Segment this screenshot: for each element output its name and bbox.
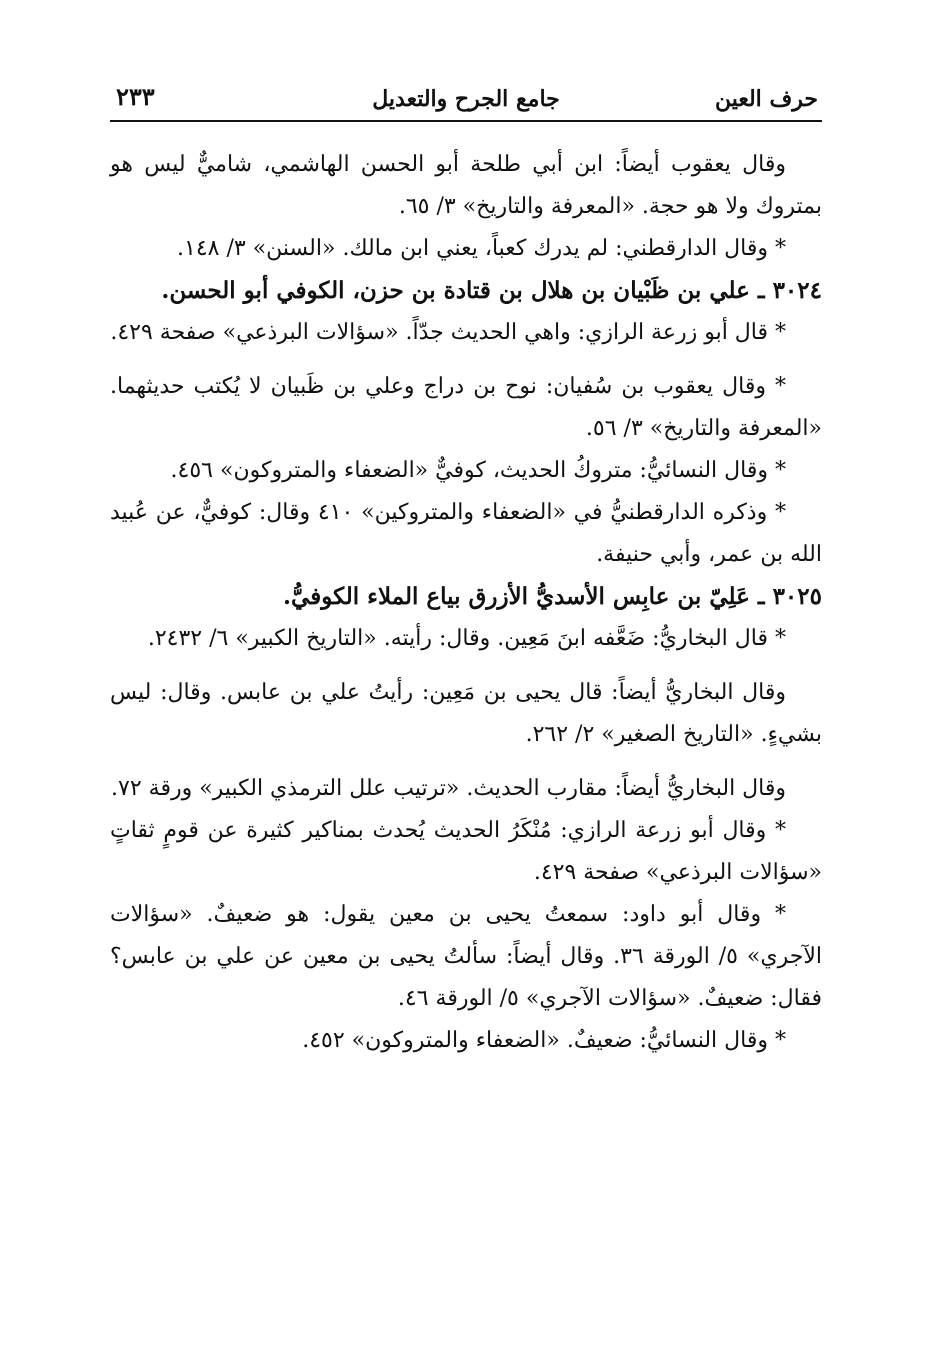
book-title: جامع الجرح والتعديل <box>372 86 560 112</box>
running-header <box>110 78 822 122</box>
chapter-heading: حرف العين <box>714 86 818 112</box>
page-body <box>110 144 822 1062</box>
paragraph: * وقال الدارقطني: لم يدرك كعباً، يعني ابن مالك. «السنن» ٣/ ١٤٨. <box>177 236 786 261</box>
paragraph: * وقال أبو زرعة الرازي: مُنْكَرُ الحديث يُحدث بمناكير كثيرة عن قومٍ ثقاتٍ «سؤالات البرذعي» صفحة ٤٢٩. <box>110 818 822 885</box>
paragraph: * وقال يعقوب بن سُفيان: نوح بن دراج وعلي بن ظَبيان لا يُكتب حديثهما. «المعرفة والتاريخ» ٣/ ٥٦. <box>110 374 822 441</box>
paragraph: * وقال النسائيُّ: متروكُ الحديث، كوفيٌّ «الضعفاء والمتروكون» ٤٥٦. <box>170 458 786 483</box>
entry-heading-3024: ٣٠٢٤ ـ علي بن ظَبْيان بن هلال بن قتادة بن حزن، الكوفي أبو الحسن. <box>161 277 822 304</box>
paragraph: وقال البخاريُّ أيضاً: مقارب الحديث. «ترتيب علل الترمذي الكبير» ورقة ٧٢. <box>111 776 786 801</box>
page-number: ٢٣٣ <box>116 82 155 111</box>
paragraph: * وذكره الدارقطنيُّ في «الضعفاء والمتروكين» ٤١٠ وقال: كوفيٌّ، عن عُبيد الله بن عمر، وأبي حنيفة. <box>110 500 822 567</box>
paragraph: وقال يعقوب أيضاً: ابن أبي طلحة أبو الحسن الهاشمي، شاميٌّ ليس هو بمتروك ولا هو حجة. «المعرفة والتاريخ» ٣/ ٦٥. <box>110 152 822 219</box>
paragraph: * قال أبو زرعة الرازي: واهي الحديث جدّاً. «سؤالات البرذعي» صفحة ٤٢٩. <box>110 320 786 345</box>
paragraph: * وقال أبو داود: سمعتُ يحيى بن معين يقول: هو ضعيفٌ. «سؤالات الآجري» ٥/ الورقة ٣٦. وقال أيضاً: سألتُ يحيى بن معين عن علي بن عابس؟ فقال: ضعيفٌ. «سؤالات الآجري» ٥/ الورقة ٤٦. <box>110 902 822 1011</box>
paragraph: وقال البخاريُّ أيضاً: قال يحيى بن مَعِين: رأيتُ علي بن عابس. وقال: ليس بشيءٍ. «التاريخ الصغير» ٢/ ٢٦٢. <box>110 680 822 747</box>
paragraph: * قال البخاريُّ: ضَعَّفه ابنَ مَعِين. وقال: رأيته. «التاريخ الكبير» ٦/ ٢٤٣٢. <box>147 626 786 651</box>
paragraph: * وقال النسائيُّ: ضعيفٌ. «الضعفاء والمتروكون» ٤٥٢. <box>302 1028 786 1053</box>
entry-heading-3025: ٣٠٢٥ ـ عَلِيّ بن عابِس الأسديُّ الأزرق بياع الملاء الكوفيُّ. <box>283 583 822 610</box>
book-page <box>110 78 822 1062</box>
